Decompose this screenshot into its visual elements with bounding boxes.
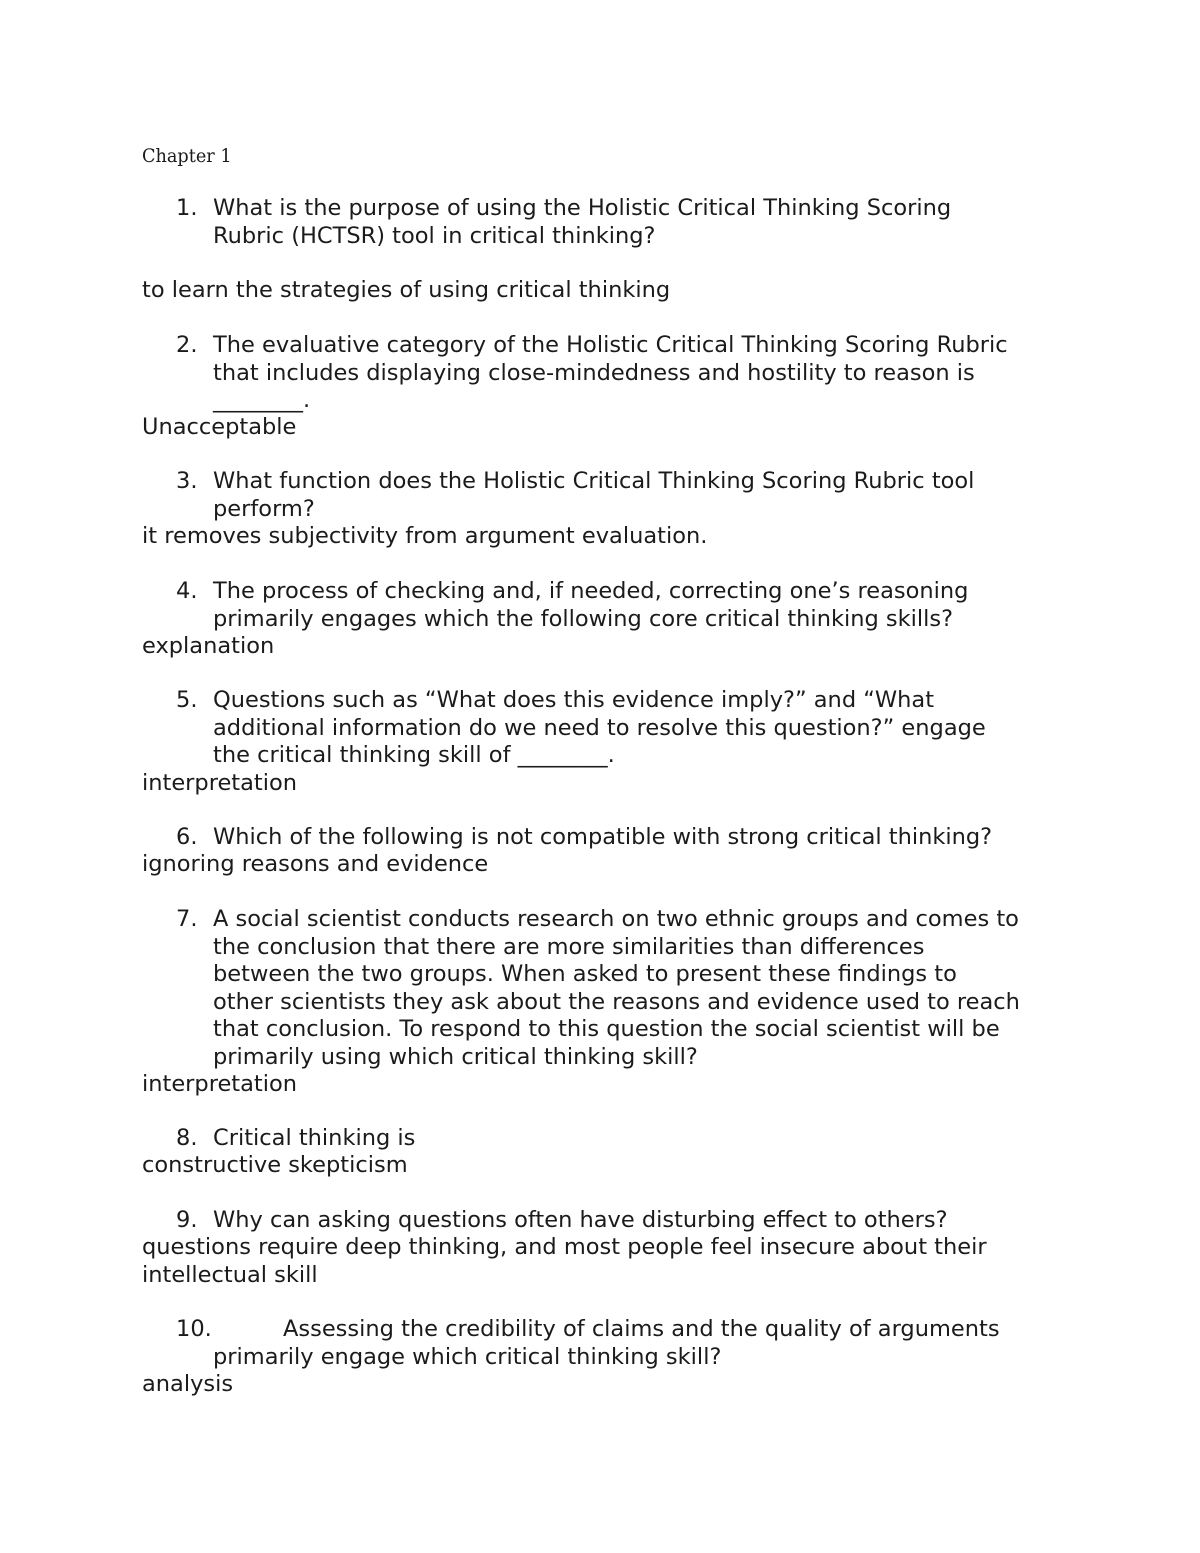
answer-line: constructive skepticism <box>142 1152 408 1178</box>
question-line: Why can asking questions often have disturbing effect to others? <box>213 1207 948 1233</box>
question-line: The process of checking and, if needed, correcting one’s reasoning <box>213 578 969 604</box>
question-8 <box>176 1125 1076 1153</box>
answer-2 <box>142 414 296 442</box>
question-line: additional information do we need to resolve this question?” engage <box>213 714 986 741</box>
answer-1 <box>142 277 670 305</box>
question-line: primarily engages which the following core critical thinking skills? <box>213 605 954 632</box>
answer-3 <box>142 523 707 551</box>
question-3 <box>176 468 1076 523</box>
question-number: 7. <box>176 906 198 932</box>
question-4 <box>176 578 1076 633</box>
answer-9 <box>142 1234 987 1289</box>
answer-5 <box>142 770 297 798</box>
question-5 <box>176 687 1076 770</box>
answer-line: it removes subjectivity from argument evaluation. <box>142 523 708 549</box>
question-line: The evaluative category of the Holistic Critical Thinking Scoring Rubric <box>213 332 1008 358</box>
question-9 <box>176 1207 1076 1235</box>
question-line: that includes displaying close-mindedness and hostility to reason is <box>213 359 975 386</box>
question-7 <box>176 906 1076 1071</box>
answer-8 <box>142 1152 408 1180</box>
question-number: 8. <box>176 1125 198 1151</box>
question-number: 5. <box>176 687 198 713</box>
question-line: What is the purpose of using the Holistic Critical Thinking Scoring <box>213 195 952 221</box>
question-number: 1. <box>176 195 198 221</box>
question-line: Rubric (HCTSR) tool in critical thinking? <box>213 222 656 249</box>
answer-line: interpretation <box>142 1071 298 1097</box>
question-line: primarily engage which critical thinking skill? <box>213 1343 722 1370</box>
chapter-title: Chapter 1 <box>142 145 232 167</box>
question-line: A social scientist conducts research on two ethnic groups and comes to <box>213 906 1019 932</box>
answer-line: explanation <box>142 633 275 659</box>
question-number: 10. <box>176 1316 212 1342</box>
answer-6 <box>142 851 488 879</box>
answer-line: interpretation <box>142 770 298 796</box>
question-line: ________. <box>213 387 311 413</box>
answer-line: analysis <box>142 1371 234 1397</box>
answer-line: questions require deep thinking, and most people feel insecure about their <box>142 1234 987 1260</box>
answer-10 <box>142 1371 233 1399</box>
question-line: Questions such as “What does this evidence imply?” and “What <box>213 687 935 713</box>
question-number: 4. <box>176 578 198 604</box>
question-1 <box>176 195 1076 250</box>
question-6 <box>176 824 1076 852</box>
answer-line: intellectual skill <box>142 1261 318 1288</box>
question-line: other scientists they ask about the reasons and evidence used to reach <box>213 988 1020 1015</box>
question-line: primarily using which critical thinking skill? <box>213 1043 698 1070</box>
question-line: Which of the following is not compatible with strong critical thinking? <box>213 824 993 850</box>
question-number: 3. <box>176 468 198 494</box>
answer-line: ignoring reasons and evidence <box>142 851 489 877</box>
question-line: What function does the Holistic Critical Thinking Scoring Rubric tool <box>213 468 975 494</box>
question-line: perform? <box>213 495 315 522</box>
question-line: that conclusion. To respond to this question the social scientist will be <box>213 1016 1000 1042</box>
answer-line: to learn the strategies of using critical thinking <box>142 277 671 303</box>
answer-line: Unacceptable <box>142 414 297 440</box>
question-number: 2. <box>176 332 198 358</box>
question-number: 9. <box>176 1207 198 1233</box>
answer-4 <box>142 633 274 661</box>
question-number: 6. <box>176 824 198 850</box>
question-2 <box>176 332 1076 415</box>
question-line: the critical thinking skill of ________. <box>213 742 615 768</box>
question-line: between the two groups. When asked to present these findings to <box>213 961 957 987</box>
question-line: the conclusion that there are more similarities than differences <box>213 933 925 960</box>
question-10 <box>176 1316 1076 1371</box>
answer-7 <box>142 1071 297 1099</box>
question-line: Critical thinking is <box>213 1125 416 1151</box>
question-line: Assessing the credibility of claims and the quality of arguments <box>283 1316 1000 1342</box>
